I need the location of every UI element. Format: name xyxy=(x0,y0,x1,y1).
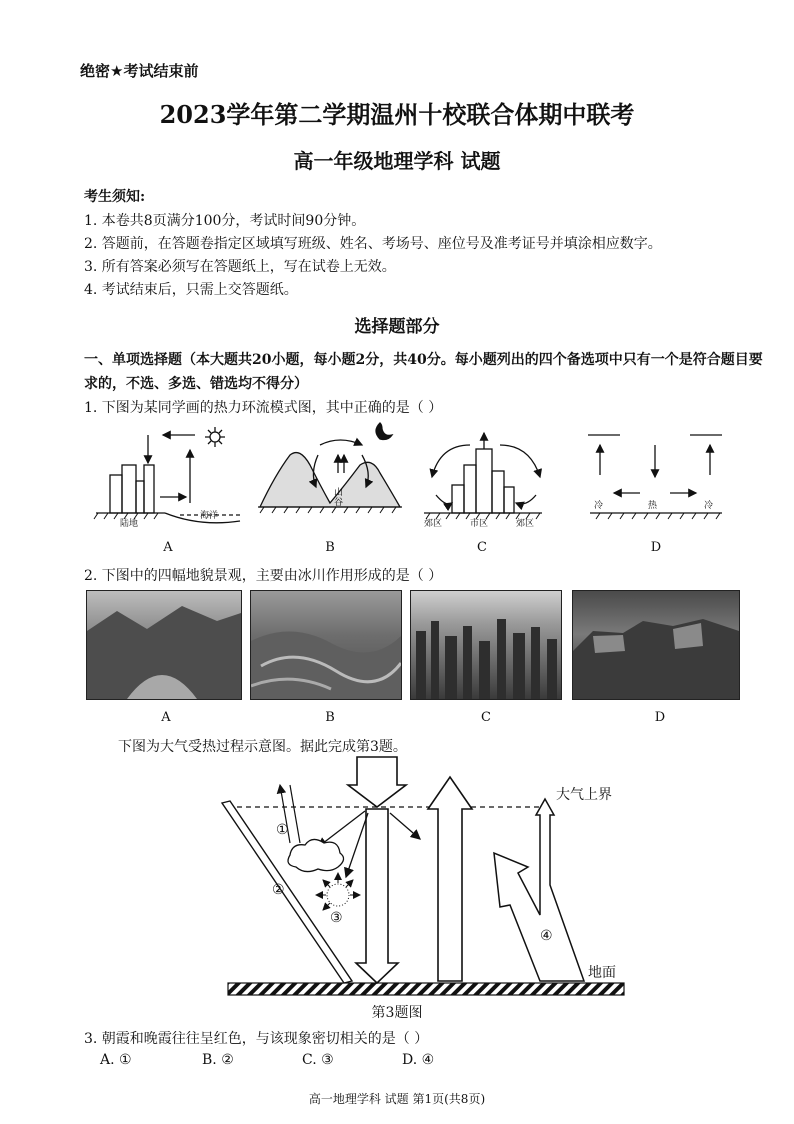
q1-option-a: A xyxy=(163,540,173,555)
label-suburb-left: 郊区 xyxy=(424,519,443,529)
q1-option-b: B xyxy=(325,540,335,555)
fig3-caption: 第3题图 xyxy=(371,1005,423,1021)
exam-title: 2023学年第二学期温州十校联合体期中联考 xyxy=(159,100,635,129)
question-2-stem: 2. 下图中的四幅地貌景观，主要由冰川作用形成的是（ ） xyxy=(84,568,443,584)
marker-2: ② xyxy=(272,882,285,898)
q2-option-a: A xyxy=(161,710,171,725)
marker-3: ③ xyxy=(330,910,343,926)
q1-option-c: C xyxy=(477,540,487,555)
label-cold-left: 冷 xyxy=(594,501,604,511)
notice-item: 2. 答题前，在答题卷指定区域填写班级、姓名、考场号、座位号及准考证号并填涂相应数字。 xyxy=(84,236,662,252)
notice-heading: 考生须知: xyxy=(84,189,146,205)
q3-option-d: D. ④ xyxy=(402,1052,435,1068)
diagram-a xyxy=(96,427,240,523)
q3-option-b: B. ② xyxy=(202,1052,234,1068)
photo-a-glacial-valley xyxy=(86,590,242,700)
diagram-c xyxy=(424,433,542,513)
label-ground: 地面 xyxy=(588,965,616,981)
fig3-atmosphere-heating xyxy=(0,755,794,1015)
label-valley: 山谷 xyxy=(334,488,344,508)
notice-item: 3. 所有答案必须写在答题纸上，写在试卷上无效。 xyxy=(84,259,396,275)
q1-option-d: D xyxy=(650,540,662,555)
label-sea: 海洋 xyxy=(200,511,219,521)
marker-4: ④ xyxy=(540,928,553,944)
exam-subtitle: 高一年级地理学科 试题 xyxy=(293,149,501,173)
label-hot: 热 xyxy=(648,501,658,511)
label-cold-right: 冷 xyxy=(704,501,714,511)
notice-item: 4. 考试结束后，只需上交答题纸。 xyxy=(84,282,298,298)
q3-option-a: A. ① xyxy=(100,1052,132,1068)
q3-option-c: C. ③ xyxy=(302,1052,334,1068)
question-1-stem: 1. 下图为某同学画的热力环流模式图，其中正确的是（ ） xyxy=(84,400,443,416)
question-3-intro: 下图为大气受热过程示意图。据此完成第3题。 xyxy=(118,739,407,755)
label-atmosphere-top: 大气上界 xyxy=(556,787,612,803)
q2-option-b: B xyxy=(325,710,335,725)
marker-1: ① xyxy=(276,822,289,838)
secret-mark: 绝密★考试结束前 xyxy=(80,62,199,80)
page-footer: 高一地理学科 试题 第1页(共8页) xyxy=(308,1092,486,1106)
label-suburb-right: 郊区 xyxy=(516,519,535,529)
label-city: 市区 xyxy=(470,519,489,529)
question-3-stem: 3. 朝霞和晚霞往往呈红色，与该现象密切相关的是（ ） xyxy=(84,1031,429,1047)
q2-option-d: D xyxy=(654,710,666,725)
q2-option-c: C xyxy=(481,710,491,725)
photo-c-stone-forest xyxy=(410,590,562,700)
photo-d-yardang xyxy=(572,590,740,700)
label-land: 陆地 xyxy=(120,519,139,529)
part-heading: 一、单项选择题（本大题共20小题，每小题2分，共40分。每小题列出的四个备选项中只有一个是符合题目要求的，不选、多选、错选均不得分） xyxy=(84,352,763,392)
photo-b-dunes xyxy=(250,590,402,700)
notice-item: 1. 本卷共8页满分100分，考试时间90分钟。 xyxy=(84,213,366,229)
section-heading: 选择题部分 xyxy=(354,317,440,337)
diagram-b xyxy=(258,423,402,507)
